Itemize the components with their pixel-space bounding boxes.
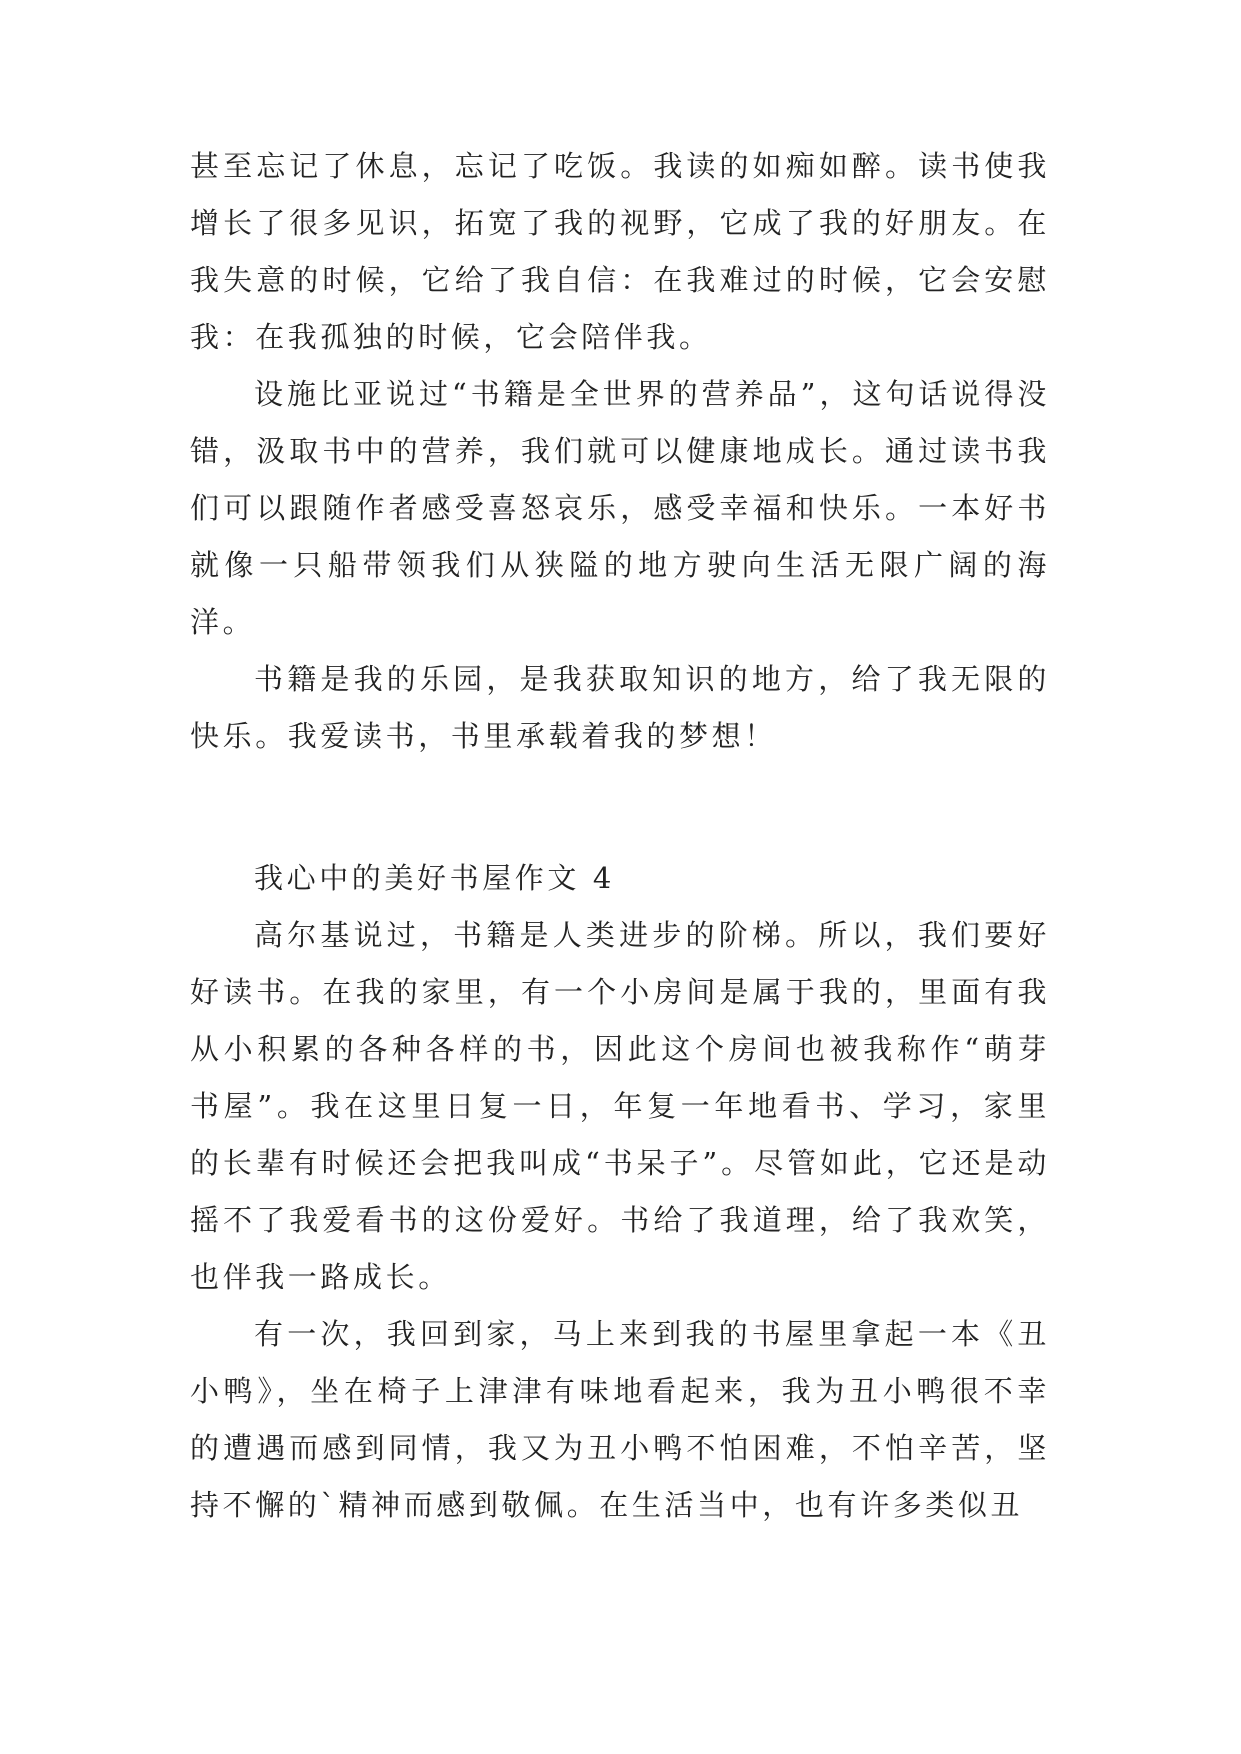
paragraph-continuation: 甚至忘记了休息，忘记了吃饭。我读的如痴如醉。读书使我增长了很多见识，拓宽了我的视野，它成了我的好朋友。在我失意的时候，它给了我自信：在我难过的时候，它会安慰我：在我孤独的时候，它会陪伴我。 [190, 149, 1050, 354]
paragraph-ugly-duckling: 有一次，我回到家，马上来到我的书屋里拿起一本《丑小鸭》，坐在椅子上津津有味地看起来，我为丑小鸭很不幸的遭遇而感到同情，我又为丑小鸭不怕困难，不怕辛苦，坚持不懈的`精神而感到敬佩。在生活当中，也有许多类似丑 [190, 1317, 1050, 1522]
paragraph-conclusion: 书籍是我的乐园，是我获取知识的地方，给了我无限的快乐。我爱读书，书里承载着我的梦想！ [190, 662, 1050, 753]
paragraph-shakespeare: 设施比亚说过“书籍是全世界的营养品”，这句话说得没错，汲取书中的营养，我们就可以健康地成长。通过读书我们可以跟随作者感受喜怒哀乐，感受幸福和快乐。一本好书就像一只船带领我们从狭隘的地方驶向生活无限广阔的海洋。 [190, 377, 1050, 639]
paragraph-gorky: 高尔基说过，书籍是人类进步的阶梯。所以，我们要好好读书。在我的家里，有一个小房间是属于我的，里面有我从小积累的各种各样的书，因此这个房间也被我称作“萌芽书屋”。我在这里日复一日，年复一年地看书、学习，家里的长辈有时候还会把我叫成“书呆子”。尽管如此，它还是动摇不了我爱看书的这份爱好。书给了我道理，给了我欢笑，也伴我一路成长。 [190, 918, 1050, 1294]
text-block-top [190, 138, 1050, 765]
text-block-section-4 [190, 850, 1050, 1534]
section-heading: 我心中的美好书屋作文 4 [254, 861, 615, 895]
